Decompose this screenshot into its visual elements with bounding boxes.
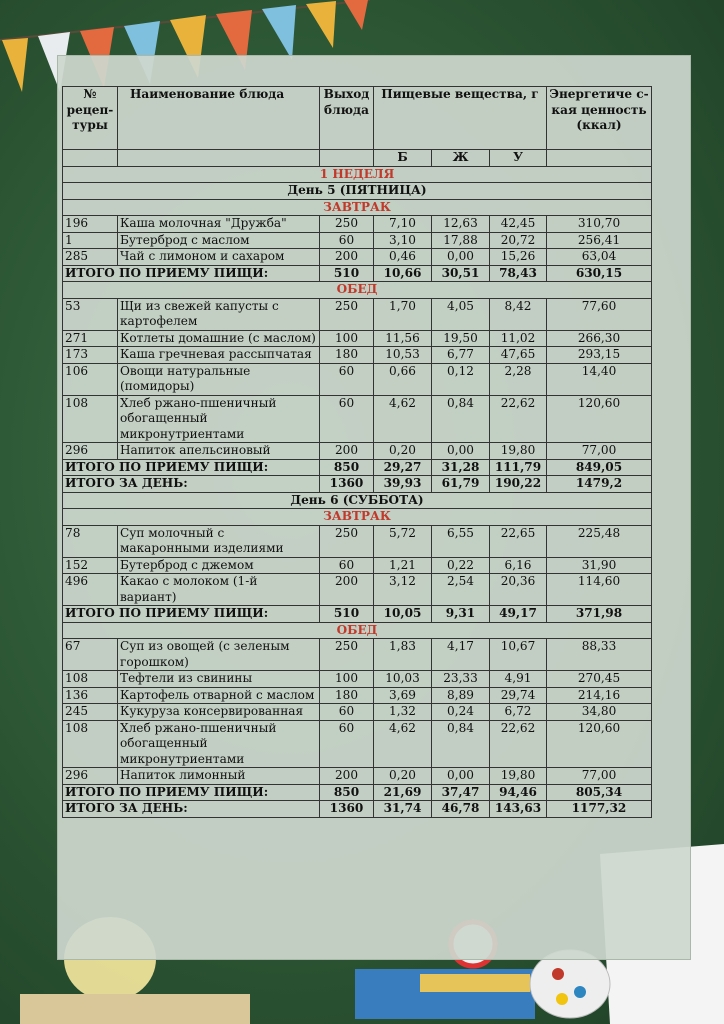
recipe-number-cell: 106 xyxy=(63,363,118,395)
dish-row xyxy=(63,363,652,395)
day-total-energy-cell: 1479,2 xyxy=(547,476,652,493)
meal-total-row xyxy=(63,784,652,801)
day-total-label: ИТОГО ЗА ДЕНЬ: xyxy=(63,476,320,493)
protein-cell: 1,70 xyxy=(374,298,432,330)
table-subheader-row xyxy=(63,150,652,167)
total-energy-cell: 630,15 xyxy=(547,265,652,282)
protein-cell: 0,20 xyxy=(374,768,432,785)
day-total-yield-cell: 1360 xyxy=(320,476,374,493)
day-total-row xyxy=(63,801,652,818)
col-u-header: У xyxy=(490,150,547,167)
subheader-empty xyxy=(547,150,652,167)
carbs-cell: 19,80 xyxy=(490,768,547,785)
dish-name-cell: Бутерброд с маслом xyxy=(118,232,320,249)
total-yield-cell: 850 xyxy=(320,784,374,801)
carbs-cell: 47,65 xyxy=(490,347,547,364)
carbs-cell: 20,72 xyxy=(490,232,547,249)
dish-name-cell: Напиток апельсиновый xyxy=(118,443,320,460)
dish-name-cell: Бутерброд с джемом xyxy=(118,557,320,574)
carbs-cell: 22,62 xyxy=(490,395,547,443)
yield-cell: 60 xyxy=(320,363,374,395)
yield-cell: 200 xyxy=(320,443,374,460)
carbs-cell: 8,42 xyxy=(490,298,547,330)
energy-cell: 310,70 xyxy=(547,216,652,233)
fat-cell: 6,55 xyxy=(432,525,490,557)
dish-row xyxy=(63,232,652,249)
recipe-number-cell: 78 xyxy=(63,525,118,557)
total-protein-cell: 10,05 xyxy=(374,606,432,623)
energy-cell: 120,60 xyxy=(547,395,652,443)
meal-total-row xyxy=(63,459,652,476)
dish-name-cell: Напиток лимонный xyxy=(118,768,320,785)
fat-cell: 2,54 xyxy=(432,574,490,606)
energy-cell: 293,15 xyxy=(547,347,652,364)
carbs-cell: 29,74 xyxy=(490,687,547,704)
dish-name-cell: Суп молочный с макаронными изделиями xyxy=(118,525,320,557)
total-protein-cell: 10,66 xyxy=(374,265,432,282)
meal-total-row xyxy=(63,265,652,282)
carbs-cell: 6,72 xyxy=(490,704,547,721)
total-carbs-cell: 111,79 xyxy=(490,459,547,476)
energy-cell: 77,00 xyxy=(547,443,652,460)
yield-cell: 60 xyxy=(320,557,374,574)
col-recipe-header: № рецеп-туры xyxy=(63,87,118,150)
protein-cell: 0,46 xyxy=(374,249,432,266)
meal-total-label: ИТОГО ПО ПРИЕМУ ПИЩИ: xyxy=(63,459,320,476)
recipe-number-cell: 152 xyxy=(63,557,118,574)
meal-title-row xyxy=(63,282,652,299)
fat-cell: 4,05 xyxy=(432,298,490,330)
fat-cell: 0,84 xyxy=(432,395,490,443)
yield-cell: 250 xyxy=(320,216,374,233)
recipe-number-cell: 296 xyxy=(63,443,118,460)
yield-cell: 180 xyxy=(320,687,374,704)
day-total-fat-cell: 46,78 xyxy=(432,801,490,818)
energy-cell: 114,60 xyxy=(547,574,652,606)
recipe-number-cell: 245 xyxy=(63,704,118,721)
yield-cell: 60 xyxy=(320,720,374,768)
day-title: День 5 (ПЯТНИЦА) xyxy=(63,183,652,200)
dish-name-cell: Хлеб ржано-пшеничный обогащенный микронутриентами xyxy=(118,395,320,443)
energy-cell: 77,00 xyxy=(547,768,652,785)
energy-cell: 266,30 xyxy=(547,330,652,347)
protein-cell: 7,10 xyxy=(374,216,432,233)
dish-name-cell: Тефтели из свинины xyxy=(118,671,320,688)
carbs-cell: 22,62 xyxy=(490,720,547,768)
meal-total-label: ИТОГО ПО ПРИЕМУ ПИЩИ: xyxy=(63,784,320,801)
day-total-energy-cell: 1177,32 xyxy=(547,801,652,818)
dish-row xyxy=(63,249,652,266)
dish-row xyxy=(63,639,652,671)
dish-row xyxy=(63,443,652,460)
col-zh-header: Ж xyxy=(432,150,490,167)
menu-table xyxy=(62,86,652,818)
meal-title: ЗАВТРАК xyxy=(63,199,652,216)
meal-title-row xyxy=(63,622,652,639)
protein-cell: 1,83 xyxy=(374,639,432,671)
total-energy-cell: 805,34 xyxy=(547,784,652,801)
fat-cell: 0,24 xyxy=(432,704,490,721)
protein-cell: 4,62 xyxy=(374,720,432,768)
yield-cell: 180 xyxy=(320,347,374,364)
day-total-carbs-cell: 190,22 xyxy=(490,476,547,493)
meal-title-row xyxy=(63,509,652,526)
dish-row xyxy=(63,298,652,330)
week-title: 1 НЕДЕЛЯ xyxy=(63,166,652,183)
recipe-number-cell: 196 xyxy=(63,216,118,233)
yield-cell: 60 xyxy=(320,395,374,443)
day-total-label: ИТОГО ЗА ДЕНЬ: xyxy=(63,801,320,818)
total-carbs-cell: 78,43 xyxy=(490,265,547,282)
dish-row xyxy=(63,525,652,557)
meal-title: ОБЕД xyxy=(63,622,652,639)
fat-cell: 6,77 xyxy=(432,347,490,364)
total-fat-cell: 31,28 xyxy=(432,459,490,476)
total-protein-cell: 21,69 xyxy=(374,784,432,801)
yield-cell: 60 xyxy=(320,232,374,249)
fat-cell: 19,50 xyxy=(432,330,490,347)
day-total-protein-cell: 39,93 xyxy=(374,476,432,493)
fat-cell: 0,12 xyxy=(432,363,490,395)
col-energy-header: Энергетиче с-кая ценность (ккал) xyxy=(547,87,652,150)
day-title-row xyxy=(63,183,652,200)
fat-cell: 8,89 xyxy=(432,687,490,704)
dish-name-cell: Картофель отварной с маслом xyxy=(118,687,320,704)
fat-cell: 0,22 xyxy=(432,557,490,574)
fat-cell: 17,88 xyxy=(432,232,490,249)
total-fat-cell: 9,31 xyxy=(432,606,490,623)
recipe-number-cell: 285 xyxy=(63,249,118,266)
carbs-cell: 22,65 xyxy=(490,525,547,557)
recipe-number-cell: 296 xyxy=(63,768,118,785)
recipe-number-cell: 108 xyxy=(63,395,118,443)
dish-name-cell: Хлеб ржано-пшеничный обогащенный микронутриентами xyxy=(118,720,320,768)
dish-name-cell: Щи из свежей капусты с картофелем xyxy=(118,298,320,330)
dish-row xyxy=(63,768,652,785)
dish-name-cell: Овощи натуральные (помидоры) xyxy=(118,363,320,395)
dish-row xyxy=(63,347,652,364)
energy-cell: 63,04 xyxy=(547,249,652,266)
dish-row xyxy=(63,330,652,347)
fat-cell: 0,00 xyxy=(432,249,490,266)
dish-name-cell: Каша молочная "Дружба" xyxy=(118,216,320,233)
fat-cell: 0,00 xyxy=(432,768,490,785)
protein-cell: 3,12 xyxy=(374,574,432,606)
carbs-cell: 20,36 xyxy=(490,574,547,606)
energy-cell: 88,33 xyxy=(547,639,652,671)
total-yield-cell: 850 xyxy=(320,459,374,476)
yield-cell: 100 xyxy=(320,330,374,347)
dish-row xyxy=(63,557,652,574)
recipe-number-cell: 496 xyxy=(63,574,118,606)
fat-cell: 23,33 xyxy=(432,671,490,688)
dish-row xyxy=(63,687,652,704)
protein-cell: 3,69 xyxy=(374,687,432,704)
total-carbs-cell: 49,17 xyxy=(490,606,547,623)
carbs-cell: 6,16 xyxy=(490,557,547,574)
protein-cell: 10,03 xyxy=(374,671,432,688)
yield-cell: 200 xyxy=(320,574,374,606)
total-energy-cell: 371,98 xyxy=(547,606,652,623)
protein-cell: 0,20 xyxy=(374,443,432,460)
energy-cell: 120,60 xyxy=(547,720,652,768)
energy-cell: 256,41 xyxy=(547,232,652,249)
carbs-cell: 4,91 xyxy=(490,671,547,688)
recipe-number-cell: 67 xyxy=(63,639,118,671)
recipe-number-cell: 173 xyxy=(63,347,118,364)
dish-row xyxy=(63,704,652,721)
dish-name-cell: Суп из овощей (с зеленым горошком) xyxy=(118,639,320,671)
total-fat-cell: 30,51 xyxy=(432,265,490,282)
fat-cell: 0,84 xyxy=(432,720,490,768)
fat-cell: 12,63 xyxy=(432,216,490,233)
dish-row xyxy=(63,395,652,443)
protein-cell: 1,21 xyxy=(374,557,432,574)
table-header-row xyxy=(63,87,652,150)
energy-cell: 34,80 xyxy=(547,704,652,721)
energy-cell: 14,40 xyxy=(547,363,652,395)
dish-name-cell: Чай с лимоном и сахаром xyxy=(118,249,320,266)
fat-cell: 0,00 xyxy=(432,443,490,460)
day-title-row xyxy=(63,492,652,509)
yield-cell: 250 xyxy=(320,639,374,671)
day-total-protein-cell: 31,74 xyxy=(374,801,432,818)
protein-cell: 3,10 xyxy=(374,232,432,249)
energy-cell: 31,90 xyxy=(547,557,652,574)
energy-cell: 214,16 xyxy=(547,687,652,704)
day-total-yield-cell: 1360 xyxy=(320,801,374,818)
week-row xyxy=(63,166,652,183)
fat-cell: 4,17 xyxy=(432,639,490,671)
protein-cell: 4,62 xyxy=(374,395,432,443)
protein-cell: 0,66 xyxy=(374,363,432,395)
yield-cell: 200 xyxy=(320,249,374,266)
recipe-number-cell: 271 xyxy=(63,330,118,347)
yield-cell: 60 xyxy=(320,704,374,721)
total-protein-cell: 29,27 xyxy=(374,459,432,476)
dish-name-cell: Какао с молоком (1-й вариант) xyxy=(118,574,320,606)
meal-total-label: ИТОГО ПО ПРИЕМУ ПИЩИ: xyxy=(63,265,320,282)
recipe-number-cell: 136 xyxy=(63,687,118,704)
day-total-row xyxy=(63,476,652,493)
dish-name-cell: Кукуруза консервированная xyxy=(118,704,320,721)
total-carbs-cell: 94,46 xyxy=(490,784,547,801)
yield-cell: 200 xyxy=(320,768,374,785)
col-yield-header: Выход блюда xyxy=(320,87,374,150)
carbs-cell: 10,67 xyxy=(490,639,547,671)
protein-cell: 1,32 xyxy=(374,704,432,721)
day-total-carbs-cell: 143,63 xyxy=(490,801,547,818)
col-b-header: Б xyxy=(374,150,432,167)
meal-total-label: ИТОГО ПО ПРИЕМУ ПИЩИ: xyxy=(63,606,320,623)
energy-cell: 225,48 xyxy=(547,525,652,557)
total-energy-cell: 849,05 xyxy=(547,459,652,476)
dish-name-cell: Котлеты домашние (с маслом) xyxy=(118,330,320,347)
meal-title-row xyxy=(63,199,652,216)
dish-row xyxy=(63,671,652,688)
protein-cell: 10,53 xyxy=(374,347,432,364)
dish-row xyxy=(63,216,652,233)
col-name-header: Наименование блюда xyxy=(118,87,320,150)
col-nutrients-header: Пищевые вещества, г xyxy=(374,87,547,150)
protein-cell: 11,56 xyxy=(374,330,432,347)
yield-cell: 100 xyxy=(320,671,374,688)
energy-cell: 270,45 xyxy=(547,671,652,688)
carbs-cell: 15,26 xyxy=(490,249,547,266)
total-fat-cell: 37,47 xyxy=(432,784,490,801)
total-yield-cell: 510 xyxy=(320,606,374,623)
protein-cell: 5,72 xyxy=(374,525,432,557)
subheader-empty xyxy=(320,150,374,167)
carbs-cell: 42,45 xyxy=(490,216,547,233)
recipe-number-cell: 108 xyxy=(63,671,118,688)
subheader-empty xyxy=(63,150,118,167)
dish-row xyxy=(63,574,652,606)
yield-cell: 250 xyxy=(320,298,374,330)
meal-total-row xyxy=(63,606,652,623)
energy-cell: 77,60 xyxy=(547,298,652,330)
carbs-cell: 19,80 xyxy=(490,443,547,460)
carbs-cell: 11,02 xyxy=(490,330,547,347)
dish-name-cell: Каша гречневая рассыпчатая xyxy=(118,347,320,364)
yield-cell: 250 xyxy=(320,525,374,557)
recipe-number-cell: 1 xyxy=(63,232,118,249)
recipe-number-cell: 53 xyxy=(63,298,118,330)
day-total-fat-cell: 61,79 xyxy=(432,476,490,493)
recipe-number-cell: 108 xyxy=(63,720,118,768)
carbs-cell: 2,28 xyxy=(490,363,547,395)
meal-title: ЗАВТРАК xyxy=(63,509,652,526)
subheader-empty xyxy=(118,150,320,167)
day-title: День 6 (СУББОТА) xyxy=(63,492,652,509)
total-yield-cell: 510 xyxy=(320,265,374,282)
meal-title: ОБЕД xyxy=(63,282,652,299)
dish-row xyxy=(63,720,652,768)
